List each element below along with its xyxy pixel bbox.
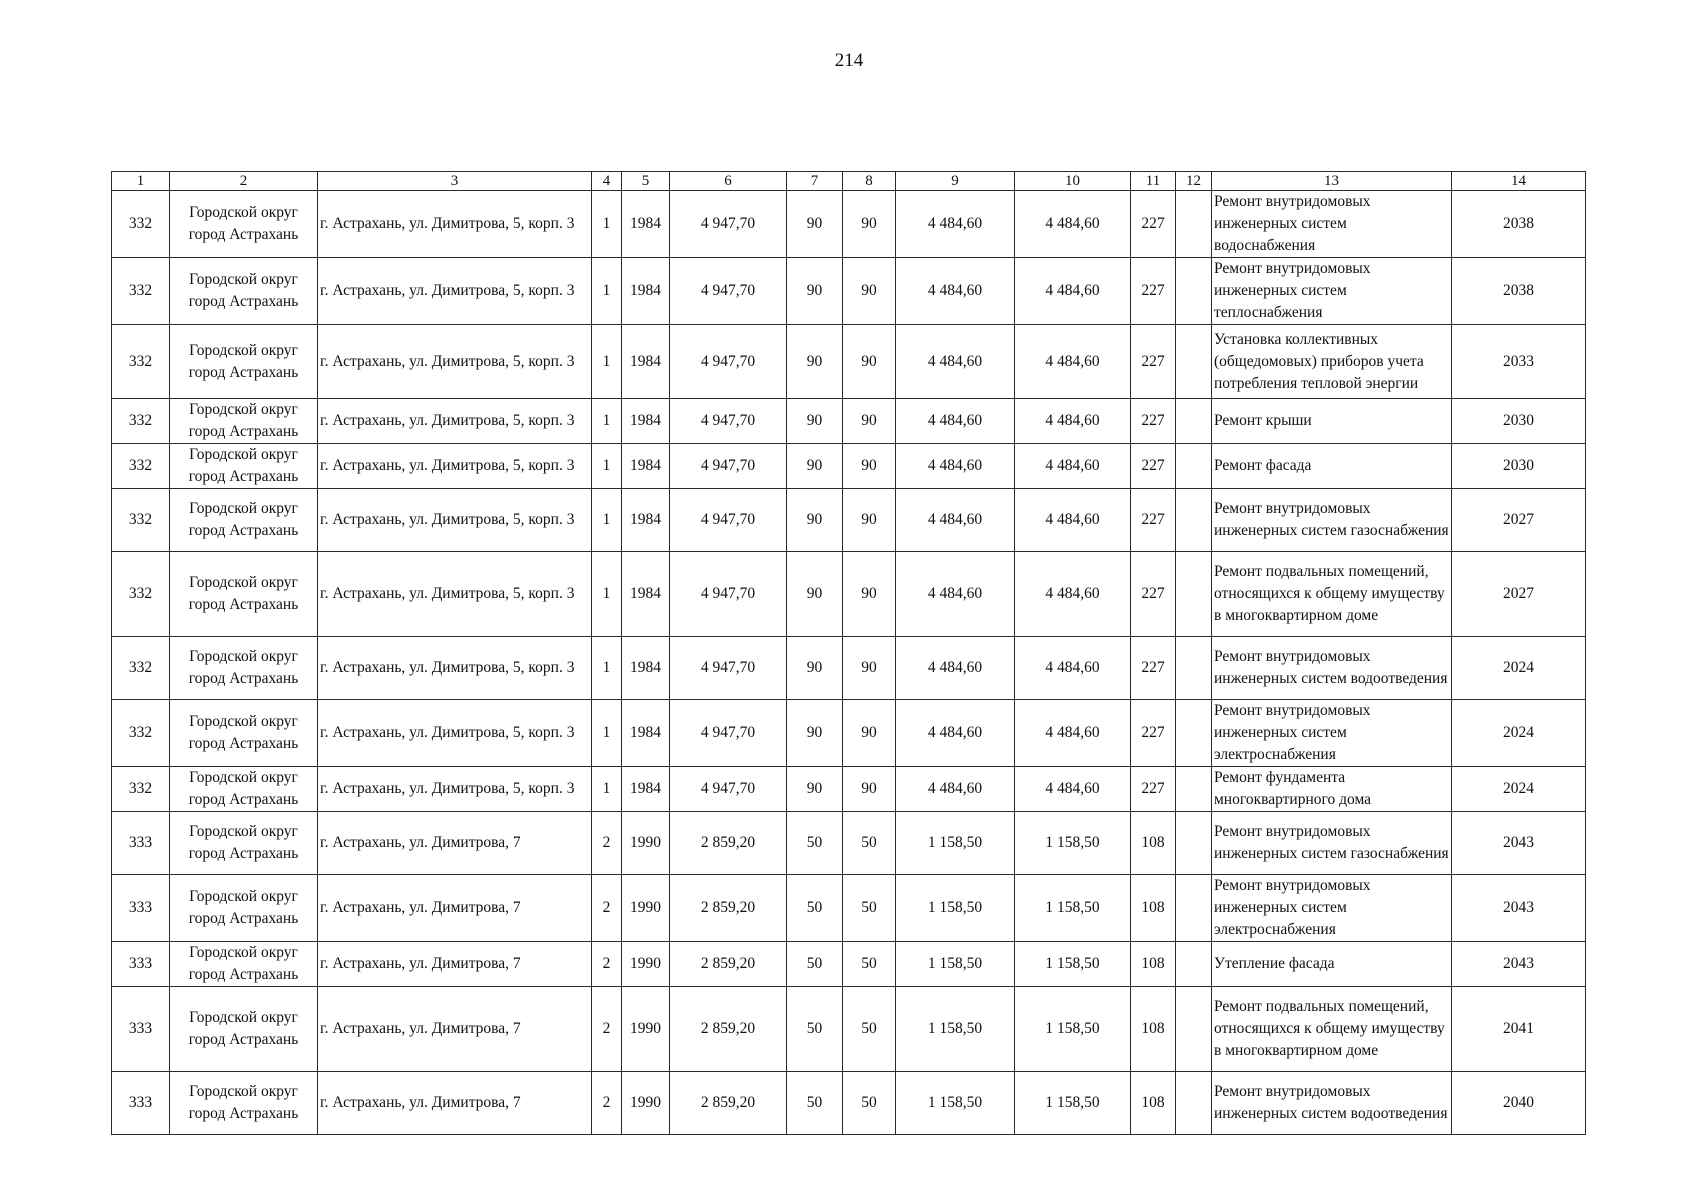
col8-cell: 50	[843, 987, 896, 1072]
col7-cell: 50	[787, 875, 843, 942]
municipality-cell: Городской округ город Астрахань	[170, 325, 318, 399]
work-type-cell: Утепление фасада	[1212, 942, 1452, 987]
col7-cell: 90	[787, 444, 843, 489]
floors-cell: 2	[592, 875, 622, 942]
year-cell: 1984	[622, 258, 670, 325]
address-cell: г. Астрахань, ул. Димитрова, 5, корп. 3	[318, 399, 592, 444]
col12-cell	[1176, 942, 1212, 987]
work-type-cell: Ремонт внутридомовых инженерных систем водоснабжения	[1212, 191, 1452, 258]
col8-cell: 50	[843, 875, 896, 942]
col9-cell: 4 484,60	[896, 399, 1015, 444]
col8-cell: 90	[843, 700, 896, 767]
municipality-cell: Городской округ город Астрахань	[170, 767, 318, 812]
year-cell: 1984	[622, 489, 670, 552]
table-row	[112, 1072, 1586, 1135]
address-cell: г. Астрахань, ул. Димитрова, 5, корп. 3	[318, 191, 592, 258]
address-cell: г. Астрахань, ул. Димитрова, 7	[318, 987, 592, 1072]
col10-cell: 4 484,60	[1015, 444, 1131, 489]
col8-cell: 90	[843, 489, 896, 552]
area-total-cell: 4 947,70	[670, 489, 787, 552]
area-total-cell: 4 947,70	[670, 767, 787, 812]
col7-cell: 90	[787, 552, 843, 637]
col9-cell: 4 484,60	[896, 552, 1015, 637]
municipality-cell: Городской округ город Астрахань	[170, 191, 318, 258]
row-number: 333	[112, 875, 170, 942]
col12-cell	[1176, 552, 1212, 637]
municipality-cell: Городской округ город Астрахань	[170, 942, 318, 987]
plan-year-cell: 2040	[1452, 1072, 1586, 1135]
floors-cell: 1	[592, 399, 622, 444]
plan-year-cell: 2024	[1452, 637, 1586, 700]
repair-schedule-table	[111, 171, 1586, 1135]
plan-year-cell: 2024	[1452, 767, 1586, 812]
area-total-cell: 2 859,20	[670, 875, 787, 942]
col7-cell: 90	[787, 489, 843, 552]
table-row	[112, 191, 1586, 258]
col12-cell	[1176, 489, 1212, 552]
column-header: 3	[318, 172, 592, 191]
col10-cell: 1 158,50	[1015, 987, 1131, 1072]
row-number: 333	[112, 987, 170, 1072]
area-total-cell: 4 947,70	[670, 399, 787, 444]
col9-cell: 1 158,50	[896, 812, 1015, 875]
year-cell: 1990	[622, 1072, 670, 1135]
work-type-cell: Ремонт фундамента многоквартирного дома	[1212, 767, 1452, 812]
work-type-cell: Ремонт подвальных помещений, относящихся к общему имуществу в многоквартирном доме	[1212, 552, 1452, 637]
col7-cell: 90	[787, 637, 843, 700]
col9-cell: 4 484,60	[896, 325, 1015, 399]
col8-cell: 90	[843, 325, 896, 399]
floors-cell: 2	[592, 812, 622, 875]
work-type-cell: Ремонт фасада	[1212, 444, 1452, 489]
area-total-cell: 4 947,70	[670, 552, 787, 637]
table-row	[112, 875, 1586, 942]
table-row	[112, 767, 1586, 812]
municipality-cell: Городской округ город Астрахань	[170, 258, 318, 325]
area-total-cell: 4 947,70	[670, 258, 787, 325]
col11-cell: 227	[1131, 552, 1176, 637]
area-total-cell: 4 947,70	[670, 191, 787, 258]
year-cell: 1984	[622, 191, 670, 258]
col12-cell	[1176, 987, 1212, 1072]
address-cell: г. Астрахань, ул. Димитрова, 7	[318, 1072, 592, 1135]
floors-cell: 1	[592, 767, 622, 812]
col10-cell: 4 484,60	[1015, 700, 1131, 767]
col12-cell	[1176, 191, 1212, 258]
col8-cell: 90	[843, 191, 896, 258]
year-cell: 1984	[622, 637, 670, 700]
municipality-cell: Городской округ город Астрахань	[170, 700, 318, 767]
work-type-cell: Ремонт внутридомовых инженерных систем электроснабжения	[1212, 700, 1452, 767]
year-cell: 1984	[622, 444, 670, 489]
work-type-cell: Ремонт внутридомовых инженерных систем водоотведения	[1212, 1072, 1452, 1135]
plan-year-cell: 2038	[1452, 258, 1586, 325]
column-header: 9	[896, 172, 1015, 191]
address-cell: г. Астрахань, ул. Димитрова, 5, корп. 3	[318, 637, 592, 700]
col12-cell	[1176, 812, 1212, 875]
municipality-cell: Городской округ город Астрахань	[170, 489, 318, 552]
col11-cell: 108	[1131, 812, 1176, 875]
work-type-cell: Ремонт внутридомовых инженерных систем теплоснабжения	[1212, 258, 1452, 325]
work-type-cell: Ремонт внутридомовых инженерных систем газоснабжения	[1212, 812, 1452, 875]
col12-cell	[1176, 700, 1212, 767]
table-row	[112, 812, 1586, 875]
area-total-cell: 2 859,20	[670, 987, 787, 1072]
row-number: 332	[112, 191, 170, 258]
column-header: 13	[1212, 172, 1452, 191]
column-header: 7	[787, 172, 843, 191]
col12-cell	[1176, 444, 1212, 489]
col7-cell: 50	[787, 812, 843, 875]
col9-cell: 1 158,50	[896, 942, 1015, 987]
col8-cell: 90	[843, 399, 896, 444]
year-cell: 1984	[622, 767, 670, 812]
col7-cell: 50	[787, 987, 843, 1072]
col12-cell	[1176, 258, 1212, 325]
col10-cell: 4 484,60	[1015, 552, 1131, 637]
municipality-cell: Городской округ город Астрахань	[170, 637, 318, 700]
address-cell: г. Астрахань, ул. Димитрова, 7	[318, 812, 592, 875]
col7-cell: 90	[787, 767, 843, 812]
col9-cell: 4 484,60	[896, 444, 1015, 489]
area-total-cell: 2 859,20	[670, 1072, 787, 1135]
col11-cell: 227	[1131, 444, 1176, 489]
address-cell: г. Астрахань, ул. Димитрова, 5, корп. 3	[318, 325, 592, 399]
row-number: 332	[112, 700, 170, 767]
col11-cell: 227	[1131, 258, 1176, 325]
row-number: 332	[112, 399, 170, 444]
column-header: 6	[670, 172, 787, 191]
address-cell: г. Астрахань, ул. Димитрова, 5, корп. 3	[318, 700, 592, 767]
year-cell: 1990	[622, 875, 670, 942]
year-cell: 1990	[622, 942, 670, 987]
col7-cell: 50	[787, 942, 843, 987]
table-row	[112, 637, 1586, 700]
col9-cell: 4 484,60	[896, 767, 1015, 812]
work-type-cell: Ремонт крыши	[1212, 399, 1452, 444]
col12-cell	[1176, 399, 1212, 444]
col10-cell: 4 484,60	[1015, 637, 1131, 700]
col10-cell: 4 484,60	[1015, 325, 1131, 399]
address-cell: г. Астрахань, ул. Димитрова, 5, корп. 3	[318, 552, 592, 637]
table-row	[112, 987, 1586, 1072]
col11-cell: 227	[1131, 700, 1176, 767]
municipality-cell: Городской округ город Астрахань	[170, 552, 318, 637]
col11-cell: 108	[1131, 1072, 1176, 1135]
floors-cell: 2	[592, 1072, 622, 1135]
col10-cell: 1 158,50	[1015, 812, 1131, 875]
col7-cell: 90	[787, 191, 843, 258]
col8-cell: 90	[843, 552, 896, 637]
col9-cell: 1 158,50	[896, 875, 1015, 942]
column-header: 10	[1015, 172, 1131, 191]
year-cell: 1990	[622, 812, 670, 875]
col8-cell: 90	[843, 258, 896, 325]
address-cell: г. Астрахань, ул. Димитрова, 5, корп. 3	[318, 489, 592, 552]
col12-cell	[1176, 875, 1212, 942]
col11-cell: 227	[1131, 767, 1176, 812]
address-cell: г. Астрахань, ул. Димитрова, 7	[318, 875, 592, 942]
col11-cell: 227	[1131, 325, 1176, 399]
plan-year-cell: 2024	[1452, 700, 1586, 767]
col10-cell: 4 484,60	[1015, 489, 1131, 552]
floors-cell: 1	[592, 191, 622, 258]
column-header: 8	[843, 172, 896, 191]
row-number: 333	[112, 812, 170, 875]
municipality-cell: Городской округ город Астрахань	[170, 444, 318, 489]
row-number: 332	[112, 489, 170, 552]
row-number: 332	[112, 552, 170, 637]
col10-cell: 1 158,50	[1015, 875, 1131, 942]
column-header: 1	[112, 172, 170, 191]
plan-year-cell: 2030	[1452, 399, 1586, 444]
col7-cell: 90	[787, 399, 843, 444]
floors-cell: 1	[592, 700, 622, 767]
municipality-cell: Городской округ город Астрахань	[170, 875, 318, 942]
col8-cell: 50	[843, 942, 896, 987]
col9-cell: 4 484,60	[896, 700, 1015, 767]
area-total-cell: 4 947,70	[670, 637, 787, 700]
row-number: 332	[112, 258, 170, 325]
table-row	[112, 489, 1586, 552]
col8-cell: 90	[843, 444, 896, 489]
col11-cell: 227	[1131, 399, 1176, 444]
year-cell: 1984	[622, 552, 670, 637]
floors-cell: 1	[592, 489, 622, 552]
col7-cell: 90	[787, 258, 843, 325]
address-cell: г. Астрахань, ул. Димитрова, 5, корп. 3	[318, 258, 592, 325]
col10-cell: 4 484,60	[1015, 258, 1131, 325]
year-cell: 1984	[622, 700, 670, 767]
column-header: 5	[622, 172, 670, 191]
address-cell: г. Астрахань, ул. Димитрова, 5, корп. 3	[318, 767, 592, 812]
floors-cell: 1	[592, 552, 622, 637]
table-row	[112, 552, 1586, 637]
col11-cell: 108	[1131, 987, 1176, 1072]
col10-cell: 4 484,60	[1015, 767, 1131, 812]
area-total-cell: 4 947,70	[670, 325, 787, 399]
row-number: 332	[112, 444, 170, 489]
col7-cell: 50	[787, 1072, 843, 1135]
col10-cell: 4 484,60	[1015, 399, 1131, 444]
plan-year-cell: 2038	[1452, 191, 1586, 258]
work-type-cell: Ремонт внутридомовых инженерных систем водоотведения	[1212, 637, 1452, 700]
table-row	[112, 325, 1586, 399]
col10-cell: 4 484,60	[1015, 191, 1131, 258]
col11-cell: 108	[1131, 942, 1176, 987]
plan-year-cell: 2043	[1452, 875, 1586, 942]
floors-cell: 1	[592, 637, 622, 700]
col9-cell: 4 484,60	[896, 258, 1015, 325]
col12-cell	[1176, 325, 1212, 399]
table-row	[112, 399, 1586, 444]
table-row	[112, 258, 1586, 325]
col12-cell	[1176, 637, 1212, 700]
row-number: 332	[112, 767, 170, 812]
floors-cell: 2	[592, 942, 622, 987]
row-number: 333	[112, 942, 170, 987]
plan-year-cell: 2027	[1452, 552, 1586, 637]
year-cell: 1990	[622, 987, 670, 1072]
row-number: 333	[112, 1072, 170, 1135]
column-header: 12	[1176, 172, 1212, 191]
municipality-cell: Городской округ город Астрахань	[170, 1072, 318, 1135]
col12-cell	[1176, 767, 1212, 812]
column-header: 4	[592, 172, 622, 191]
year-cell: 1984	[622, 399, 670, 444]
col9-cell: 4 484,60	[896, 489, 1015, 552]
address-cell: г. Астрахань, ул. Димитрова, 7	[318, 942, 592, 987]
col9-cell: 4 484,60	[896, 191, 1015, 258]
col8-cell: 50	[843, 812, 896, 875]
plan-year-cell: 2030	[1452, 444, 1586, 489]
col9-cell: 4 484,60	[896, 637, 1015, 700]
table-header-row	[112, 172, 1586, 191]
table-row	[112, 444, 1586, 489]
plan-year-cell: 2033	[1452, 325, 1586, 399]
col8-cell: 50	[843, 1072, 896, 1135]
col10-cell: 1 158,50	[1015, 1072, 1131, 1135]
municipality-cell: Городской округ город Астрахань	[170, 812, 318, 875]
work-type-cell: Установка коллективных (общедомовых) приборов учета потребления тепловой энергии	[1212, 325, 1452, 399]
work-type-cell: Ремонт внутридомовых инженерных систем газоснабжения	[1212, 489, 1452, 552]
floors-cell: 1	[592, 444, 622, 489]
col10-cell: 1 158,50	[1015, 942, 1131, 987]
plan-year-cell: 2041	[1452, 987, 1586, 1072]
area-total-cell: 2 859,20	[670, 812, 787, 875]
floors-cell: 2	[592, 987, 622, 1072]
col7-cell: 90	[787, 325, 843, 399]
col8-cell: 90	[843, 637, 896, 700]
floors-cell: 1	[592, 258, 622, 325]
work-type-cell: Ремонт подвальных помещений, относящихся к общему имуществу в многоквартирном доме	[1212, 987, 1452, 1072]
col9-cell: 1 158,50	[896, 1072, 1015, 1135]
area-total-cell: 4 947,70	[670, 444, 787, 489]
table-row	[112, 942, 1586, 987]
col11-cell: 227	[1131, 637, 1176, 700]
col11-cell: 108	[1131, 875, 1176, 942]
work-type-cell: Ремонт внутридомовых инженерных систем электроснабжения	[1212, 875, 1452, 942]
address-cell: г. Астрахань, ул. Димитрова, 5, корп. 3	[318, 444, 592, 489]
floors-cell: 1	[592, 325, 622, 399]
plan-year-cell: 2043	[1452, 812, 1586, 875]
year-cell: 1984	[622, 325, 670, 399]
col8-cell: 90	[843, 767, 896, 812]
plan-year-cell: 2027	[1452, 489, 1586, 552]
column-header: 11	[1131, 172, 1176, 191]
col11-cell: 227	[1131, 489, 1176, 552]
area-total-cell: 2 859,20	[670, 942, 787, 987]
col11-cell: 227	[1131, 191, 1176, 258]
municipality-cell: Городской округ город Астрахань	[170, 399, 318, 444]
column-header: 2	[170, 172, 318, 191]
col12-cell	[1176, 1072, 1212, 1135]
municipality-cell: Городской округ город Астрахань	[170, 987, 318, 1072]
plan-year-cell: 2043	[1452, 942, 1586, 987]
row-number: 332	[112, 637, 170, 700]
table-row	[112, 700, 1586, 767]
area-total-cell: 4 947,70	[670, 700, 787, 767]
col9-cell: 1 158,50	[896, 987, 1015, 1072]
column-header: 14	[1452, 172, 1586, 191]
page-number: 214	[834, 50, 864, 71]
row-number: 332	[112, 325, 170, 399]
col7-cell: 90	[787, 700, 843, 767]
